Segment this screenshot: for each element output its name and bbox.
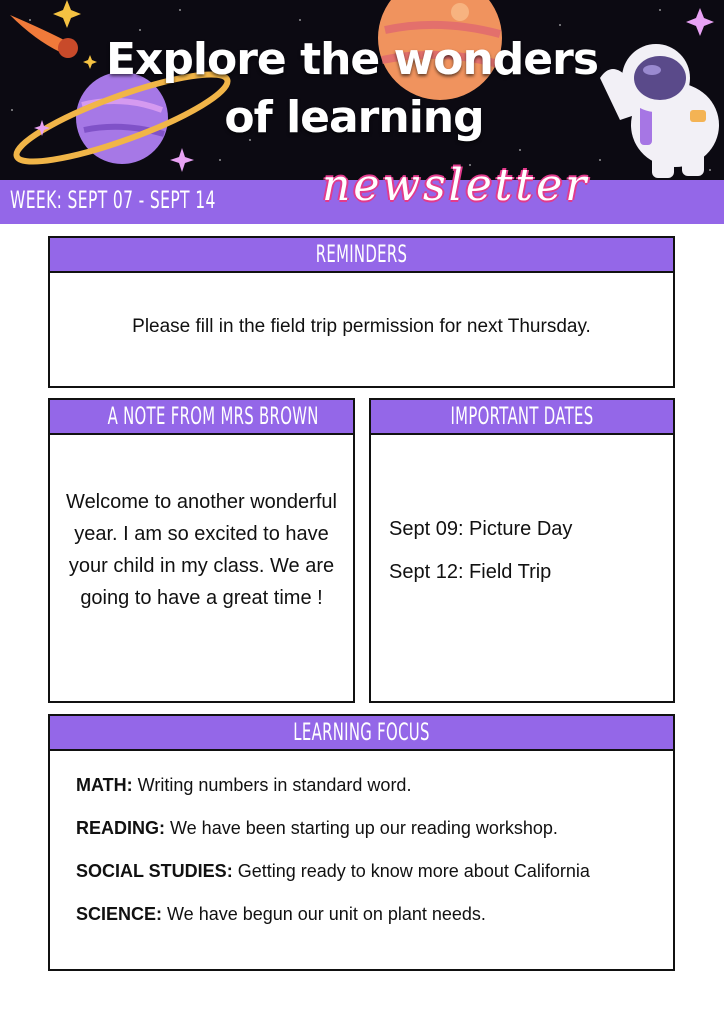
header-banner [0,0,724,180]
focus-item-reading [76,815,643,841]
dates-list [389,518,572,604]
focus-text: We have been starting up our reading workshop. [165,818,558,838]
newsletter-script-title: newsletter [322,160,590,211]
week-label: WEEK: SEPT 07 - SEPT 14 [10,186,216,214]
note-title: A NOTE FROM MRS BROWN [107,402,319,430]
focus-label: READING: [76,818,165,838]
focus-text: We have begun our unit on plant needs. [162,904,486,924]
focus-item-science [76,901,643,927]
note-box [48,398,355,703]
focus-text: Getting ready to know more about California [232,861,590,881]
space-illustration [0,0,724,180]
focus-list [76,772,643,944]
reminders-title: REMINDERS [315,240,408,268]
focus-text: Writing numbers in standard word. [132,775,412,795]
date-item: Sept 12: Field Trip [389,561,552,583]
focus-header [50,716,673,751]
focus-item-social-studies [76,858,643,884]
dates-box [369,398,675,703]
reminders-text: Please fill in the field trip permission for next Thursday. [132,316,591,337]
focus-label: SOCIAL STUDIES: [76,861,233,881]
focus-box [48,714,675,971]
focus-item-math [76,772,643,798]
note-text: Welcome to another wonderful year. I am so excited to have your child in my class. We are going to have a great time ! [66,491,337,609]
note-header [50,400,353,435]
page-title-line1: Explore the wonders [105,34,599,85]
focus-label: SCIENCE: [76,904,163,924]
focus-label: MATH: [76,775,133,795]
dates-title: IMPORTANT DATES [450,402,594,430]
dates-header [371,400,673,435]
reminders-header [50,238,673,273]
focus-title: LEARNING FOCUS [293,718,430,746]
reminders-box [48,236,675,388]
date-item: Sept 09: Picture Day [389,518,573,540]
page-title-line2: of learning [224,92,484,143]
